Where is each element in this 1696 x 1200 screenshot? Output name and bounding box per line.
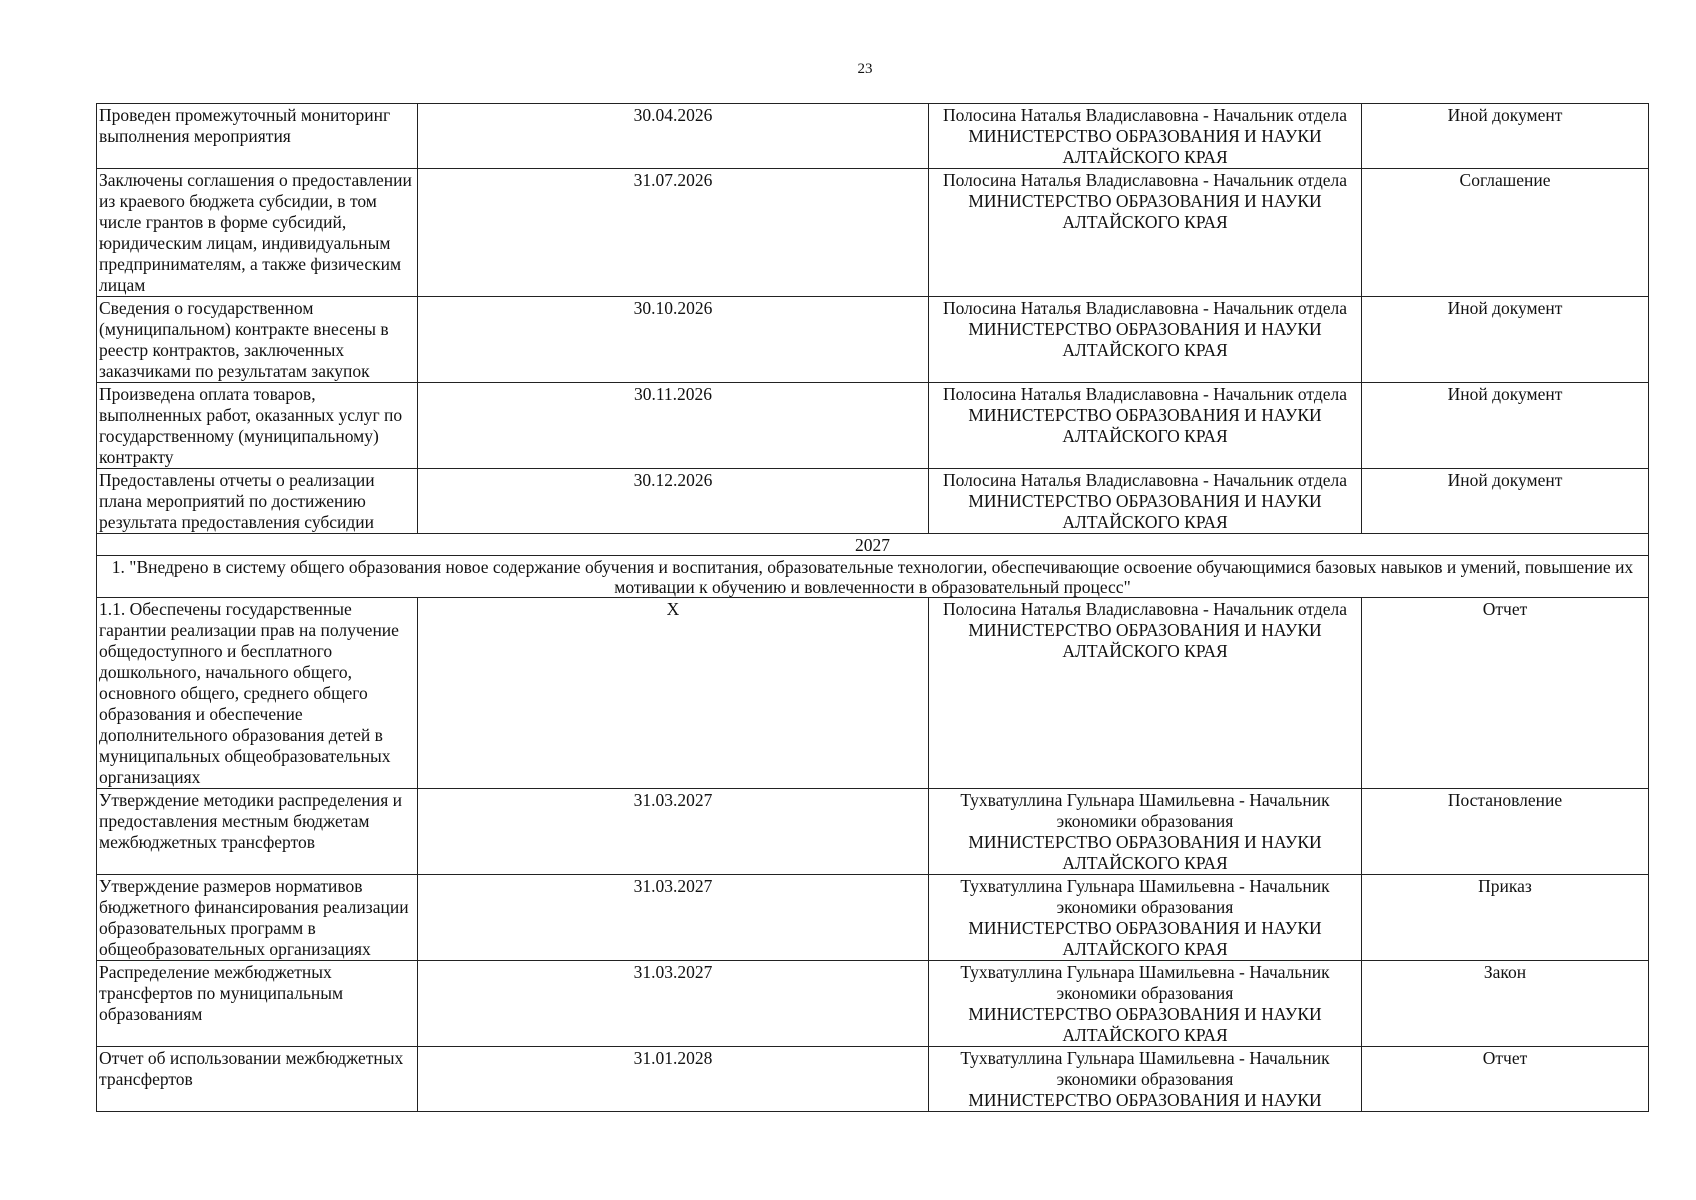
- event-name: Распределение межбюджетных трансфертов по муниципальным образованиям: [97, 961, 418, 1047]
- responsible-cell: [929, 169, 1362, 297]
- event-date: 30.04.2026: [418, 104, 929, 169]
- page-number: 23: [857, 61, 873, 77]
- responsible-line: Тухватуллина Гульнара Шамильевна - Начальник: [960, 1048, 1330, 1068]
- year-heading: 2027: [97, 534, 1649, 556]
- event-date: 31.03.2027: [418, 789, 929, 875]
- event-name: Утверждение размеров нормативов бюджетного финансирования реализации образовательных программ в общеобразовательных организациях: [97, 875, 418, 961]
- table-row: [97, 469, 1649, 534]
- event-name: Произведена оплата товаров, выполненных работ, оказанных услуг по государственному (муниципальному) контракту: [97, 383, 418, 469]
- event-date: 30.10.2026: [418, 297, 929, 383]
- responsible-line: Тухватуллина Гульнара Шамильевна - Начальник: [960, 790, 1330, 810]
- responsible-cell: [929, 875, 1362, 961]
- event-date: 31.07.2026: [418, 169, 929, 297]
- responsible-line: экономики образования: [1056, 811, 1234, 831]
- responsible-line: Полосина Наталья Владиславовна - Начальник отдела: [942, 384, 1348, 404]
- event-name: Сведения о государственном (муниципальном) контракте внесены в реестр контрактов, заключенных заказчиками по результатам закупок: [97, 297, 418, 383]
- responsible-line: Тухватуллина Гульнара Шамильевна - Начальник: [960, 962, 1330, 982]
- event-date: 31.03.2027: [418, 961, 929, 1047]
- responsible-line: АЛТАЙСКОГО КРАЯ: [1062, 147, 1228, 167]
- event-name: Утверждение методики распределения и предоставления местным бюджетам межбюджетных трансфертов: [97, 789, 418, 875]
- responsible-cell: [929, 104, 1362, 169]
- responsible-line: МИНИСТЕРСТВО ОБРАЗОВАНИЯ И НАУКИ: [968, 319, 1322, 339]
- responsible-line: АЛТАЙСКОГО КРАЯ: [1062, 641, 1228, 661]
- table-row: [97, 297, 1649, 383]
- responsible-cell: [929, 598, 1362, 789]
- table-row: [97, 169, 1649, 297]
- table-row: [97, 961, 1649, 1047]
- responsible-line: Тухватуллина Гульнара Шамильевна - Начальник: [960, 876, 1330, 896]
- document-type: Закон: [1362, 961, 1649, 1047]
- responsible-cell: [929, 297, 1362, 383]
- responsible-cell: [929, 1047, 1362, 1112]
- responsible-line: Полосина Наталья Владиславовна - Начальник отдела: [942, 599, 1348, 619]
- table-row: [97, 104, 1649, 169]
- document-type: Иной документ: [1362, 297, 1649, 383]
- event-name: 1.1. Обеспечены государственные гарантии реализации прав на получение общедоступного и бесплатного дошкольного, начального общего, основного общего, среднего общего образования и обеспечение дополнительного образования детей в муниципальных общеобразовательных организациях: [97, 598, 418, 789]
- responsible-line: МИНИСТЕРСТВО ОБРАЗОВАНИЯ И НАУКИ: [968, 491, 1322, 511]
- responsible-line: МИНИСТЕРСТВО ОБРАЗОВАНИЯ И НАУКИ: [968, 126, 1322, 146]
- responsible-line: Полосина Наталья Владиславовна - Начальник отдела: [942, 298, 1348, 318]
- event-date: 30.12.2026: [418, 469, 929, 534]
- responsible-line: АЛТАЙСКОГО КРАЯ: [1062, 853, 1228, 873]
- document-type: Отчет: [1362, 1047, 1649, 1112]
- responsible-cell: [929, 383, 1362, 469]
- document-type: Иной документ: [1362, 383, 1649, 469]
- responsible-line: МИНИСТЕРСТВО ОБРАЗОВАНИЯ И НАУКИ: [968, 918, 1322, 938]
- responsible-line: экономики образования: [1056, 983, 1234, 1003]
- responsible-cell: [929, 961, 1362, 1047]
- event-date: X: [418, 598, 929, 789]
- document-type: Постановление: [1362, 789, 1649, 875]
- section-row: [97, 556, 1649, 598]
- document-type: Соглашение: [1362, 169, 1649, 297]
- responsible-line: МИНИСТЕРСТВО ОБРАЗОВАНИЯ И НАУКИ: [968, 1004, 1322, 1024]
- responsible-line: Полосина Наталья Владиславовна - Начальник отдела: [942, 470, 1348, 490]
- responsible-line: МИНИСТЕРСТВО ОБРАЗОВАНИЯ И НАУКИ: [968, 832, 1322, 852]
- table-row: [97, 383, 1649, 469]
- responsible-line: МИНИСТЕРСТВО ОБРАЗОВАНИЯ И НАУКИ: [968, 620, 1322, 640]
- table-row: [97, 789, 1649, 875]
- event-date: 31.03.2027: [418, 875, 929, 961]
- responsible-line: АЛТАЙСКОГО КРАЯ: [1062, 512, 1228, 532]
- document-type: Иной документ: [1362, 104, 1649, 169]
- responsible-line: АЛТАЙСКОГО КРАЯ: [1062, 340, 1228, 360]
- responsible-cell: [929, 789, 1362, 875]
- responsible-line: АЛТАЙСКОГО КРАЯ: [1062, 212, 1228, 232]
- responsible-line: АЛТАЙСКОГО КРАЯ: [1062, 1025, 1228, 1045]
- event-name: Отчет об использовании межбюджетных трансфертов: [97, 1047, 418, 1112]
- event-name: Заключены соглашения о предоставлении из краевого бюджета субсидии, в том числе грантов в форме субсидий, юридическим лицам, индивидуальным предпринимателям, а также физическим лицам: [97, 169, 418, 297]
- document-type: Отчет: [1362, 598, 1649, 789]
- responsible-line: МИНИСТЕРСТВО ОБРАЗОВАНИЯ И НАУКИ: [968, 191, 1322, 211]
- responsible-line: экономики образования: [1056, 1069, 1234, 1089]
- document-type: Иной документ: [1362, 469, 1649, 534]
- section-title: 1. "Внедрено в систему общего образования новое содержание обучения и воспитания, образовательные технологии, обеспечивающие освоение обучающимися базовых навыков и умений, повышение их мотивации к обучению и вовлеченности в образовательный процесс": [97, 556, 1649, 598]
- responsible-line: МИНИСТЕРСТВО ОБРАЗОВАНИЯ И НАУКИ: [968, 1090, 1322, 1110]
- document-type: Приказ: [1362, 875, 1649, 961]
- table-row: [97, 598, 1649, 789]
- responsible-line: Полосина Наталья Владиславовна - Начальник отдела: [942, 105, 1348, 125]
- table-row: [97, 1047, 1649, 1112]
- event-name: Проведен промежуточный мониторинг выполнения мероприятия: [97, 104, 418, 169]
- responsible-line: экономики образования: [1056, 897, 1234, 917]
- responsible-line: Полосина Наталья Владиславовна - Начальник отдела: [942, 170, 1348, 190]
- table-row: [97, 875, 1649, 961]
- year-row: [97, 534, 1649, 556]
- responsible-line: АЛТАЙСКОГО КРАЯ: [1062, 939, 1228, 959]
- responsible-cell: [929, 469, 1362, 534]
- event-date: 31.01.2028: [418, 1047, 929, 1112]
- responsible-line: МИНИСТЕРСТВО ОБРАЗОВАНИЯ И НАУКИ: [968, 405, 1322, 425]
- event-date: 30.11.2026: [418, 383, 929, 469]
- plan-table: [96, 103, 1649, 1112]
- event-name: Предоставлены отчеты о реализации плана мероприятий по достижению результата предоставления субсидии: [97, 469, 418, 534]
- responsible-line: АЛТАЙСКОГО КРАЯ: [1062, 426, 1228, 446]
